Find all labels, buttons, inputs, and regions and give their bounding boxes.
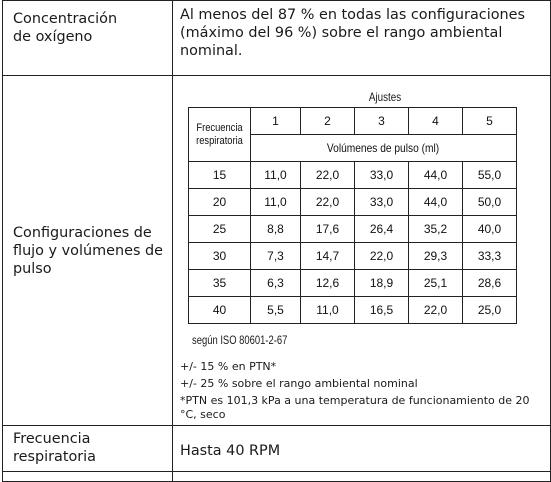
- resp-rate-label-text: Frecuencia respiratoria: [13, 431, 96, 465]
- oxygen-label-text: Concentración de oxígeno: [13, 11, 118, 45]
- volume-cell: 26,4: [355, 216, 409, 243]
- spec-label-flow: [3, 76, 173, 426]
- volume-cell: 16,5: [355, 297, 409, 324]
- pulse-volume-row: [189, 243, 517, 270]
- spec-row-oxygen: [3, 1, 551, 76]
- spec-value-resp-rate: [173, 426, 551, 472]
- flow-notes: [180, 360, 544, 422]
- volume-cell: 11,0: [251, 189, 301, 216]
- volume-cell: 18,9: [355, 270, 409, 297]
- spec-row-next: [3, 472, 551, 482]
- freq-cell: 25: [189, 216, 251, 243]
- pulse-volume-table: [188, 107, 517, 324]
- volume-cell: 12,6: [301, 270, 355, 297]
- volume-cell: 25,1: [409, 270, 463, 297]
- volume-cell: 22,0: [301, 189, 355, 216]
- volume-cell: 44,0: [409, 189, 463, 216]
- volume-cell: 55,0: [463, 162, 517, 189]
- volume-cell: 33,3: [463, 243, 517, 270]
- volume-cell: 40,0: [463, 216, 517, 243]
- volume-cell: 22,0: [409, 297, 463, 324]
- freq-header: Frecuencia respiratoria: [196, 121, 243, 147]
- volume-cell: 28,6: [463, 270, 517, 297]
- volume-cell: 11,0: [301, 297, 355, 324]
- volume-cell: 7,3: [251, 243, 301, 270]
- freq-cell: 30: [189, 243, 251, 270]
- resp-rate-value-text: Hasta 40 RPM: [180, 443, 281, 459]
- volume-cell: 22,0: [301, 162, 355, 189]
- pulse-volume-row: [189, 270, 517, 297]
- pulse-volume-row: [189, 162, 517, 189]
- flow-label-text: Configuraciones de flujo y volúmenes de pulso: [13, 224, 163, 277]
- settings-header-row: [189, 108, 517, 135]
- spec-value-flow: [173, 76, 551, 426]
- volume-cell: 8,8: [251, 216, 301, 243]
- pulse-volume-row: [189, 297, 517, 324]
- note-tolerance-ambient: +/- 25 % sobre el rango ambiental nominal: [180, 377, 418, 390]
- setting-header: 4: [409, 108, 463, 135]
- iso-note: según ISO 80601-2-67: [192, 335, 288, 347]
- freq-cell: 35: [189, 270, 251, 297]
- volume-cell: 44,0: [409, 162, 463, 189]
- freq-cell: 40: [189, 297, 251, 324]
- spec-value-next: [173, 472, 551, 482]
- setting-header: 5: [463, 108, 517, 135]
- volume-cell: 29,3: [409, 243, 463, 270]
- volume-cell: 33,0: [355, 162, 409, 189]
- volume-cell: 50,0: [463, 189, 517, 216]
- volume-cell: 5,5: [251, 297, 301, 324]
- setting-header: 2: [301, 108, 355, 135]
- volumes-header: Volúmenes de pulso (ml): [327, 141, 440, 155]
- freq-cell: 20: [189, 189, 251, 216]
- pulse-volume-rows: [189, 162, 517, 324]
- freq-cell: 15: [189, 162, 251, 189]
- volume-cell: 25,0: [463, 297, 517, 324]
- spec-label-resp-rate: [3, 426, 173, 472]
- spec-row-resp-rate: [3, 426, 551, 472]
- freq-header-cell: [189, 108, 251, 162]
- specifications-table: [2, 0, 551, 482]
- ajustes-title: Ajustes: [368, 90, 402, 104]
- volumes-header-cell: [251, 135, 517, 162]
- note-tolerance-ptn: +/- 15 % en PTN*: [180, 360, 277, 373]
- volume-cell: 11,0: [251, 162, 301, 189]
- volume-cell: 14,7: [301, 243, 355, 270]
- volume-cell: 6,3: [251, 270, 301, 297]
- spec-row-flow: [3, 76, 551, 426]
- setting-header: 1: [251, 108, 301, 135]
- spec-label-oxygen: [3, 1, 173, 76]
- volume-cell: 35,2: [409, 216, 463, 243]
- spec-value-oxygen: [173, 1, 551, 76]
- volume-cell: 17,6: [301, 216, 355, 243]
- pulse-volume-row: [189, 216, 517, 243]
- pulse-volume-figure: [188, 87, 518, 350]
- pulse-volume-row: [189, 189, 517, 216]
- volume-cell: 33,0: [355, 189, 409, 216]
- oxygen-value-text: Al menos del 87 % en todas las configuraciones (máximo del 96 %) sobre el rango ambiental nominal.: [180, 7, 525, 59]
- setting-header: 3: [355, 108, 409, 135]
- volume-cell: 22,0: [355, 243, 409, 270]
- spec-label-next: [3, 472, 173, 482]
- note-ptn-definition: *PTN es 101,3 kPa a una temperatura de funcionamiento de 20 °C, seco: [180, 394, 530, 421]
